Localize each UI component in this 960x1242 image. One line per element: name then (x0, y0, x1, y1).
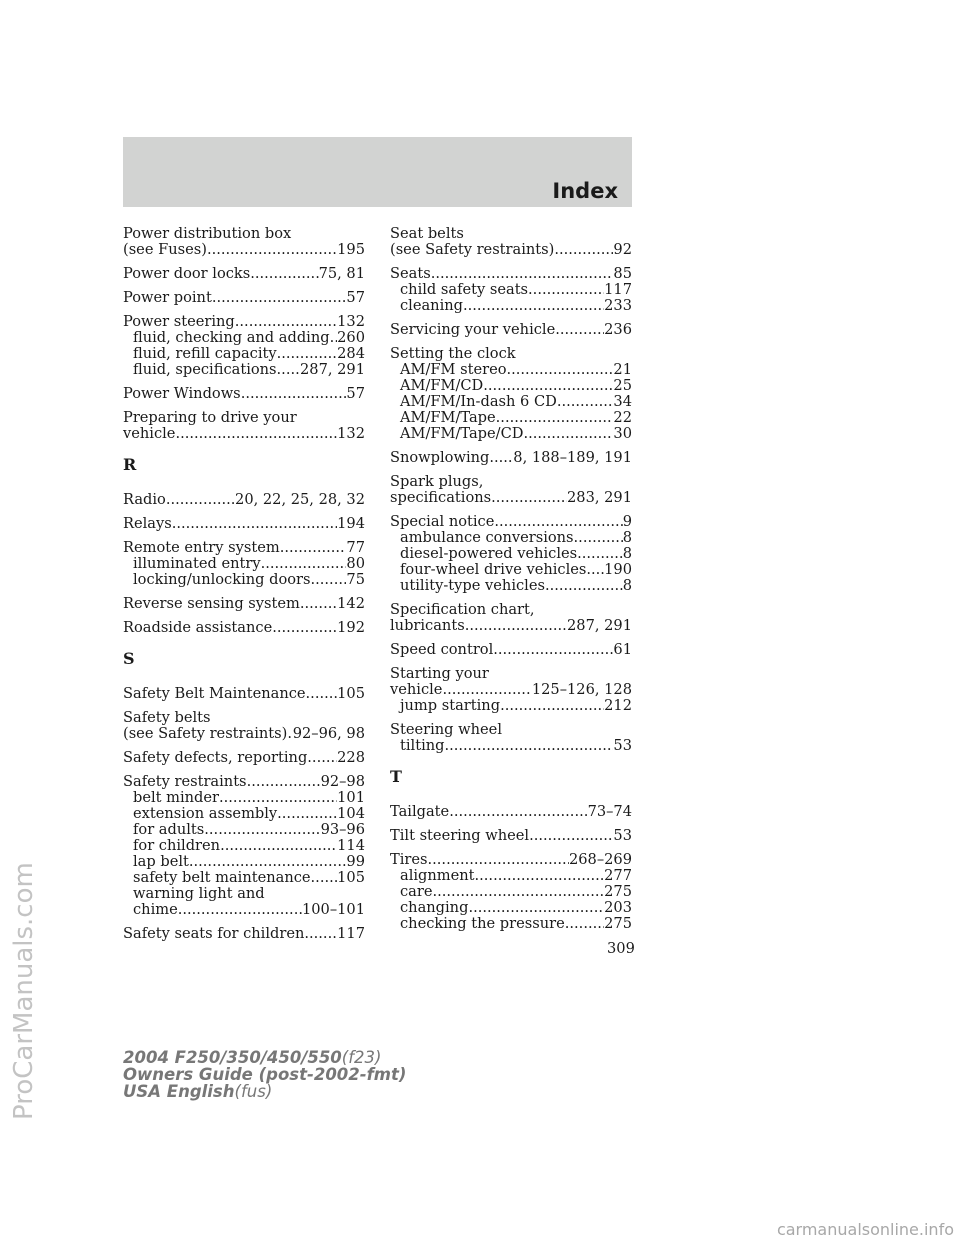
index-page-ref: 85 (613, 265, 632, 282)
dot-leader (204, 822, 320, 838)
index-page-ref: 8 (622, 545, 632, 562)
index-subentry-line (123, 822, 365, 838)
source-watermark: carmanualsonline.info (776, 1220, 954, 1239)
index-term: Specification chart, (390, 601, 535, 618)
index-entry-line (390, 514, 632, 530)
index-page-ref: 21 (613, 361, 632, 378)
index-term: Starting your (390, 665, 489, 682)
dot-leader (272, 620, 337, 636)
index-entry (390, 322, 632, 338)
index-page-ref: 275 (604, 915, 632, 932)
index-entry (123, 540, 365, 588)
dot-leader (545, 578, 623, 594)
index-term: specifications (390, 489, 492, 506)
index-entry (390, 226, 632, 258)
dot-leader (280, 540, 347, 556)
index-page-ref: 194 (337, 515, 365, 532)
index-page-ref: 195 (337, 241, 365, 258)
index-term: Spark plugs, (390, 473, 484, 490)
index-page-ref: 80 (346, 555, 365, 572)
index-entry-line (390, 474, 632, 490)
index-entry-line (123, 386, 365, 402)
index-page-ref: 236 (604, 321, 632, 338)
dot-leader (166, 492, 235, 508)
index-page-ref: 25 (613, 377, 632, 394)
index-page-ref: 100–101 (301, 901, 365, 918)
dot-leader (212, 290, 347, 306)
index-page-ref: 53 (613, 827, 632, 844)
dot-leader (247, 774, 321, 790)
footer-model-code: (f23) (341, 1048, 382, 1067)
header-band (123, 137, 632, 207)
index-term: utility-type vehicles (400, 577, 545, 594)
index-entry-line (390, 266, 632, 282)
index-page-ref: 8 (622, 529, 632, 546)
index-term: child safety seats (400, 281, 529, 298)
dot-leader (577, 546, 623, 562)
index-entry-line (123, 726, 365, 742)
index-subentry-line (123, 838, 365, 854)
page-number: 309 (607, 940, 635, 957)
index-page-ref: 75 (346, 571, 365, 588)
index-term: chime (133, 901, 178, 918)
index-entry (123, 774, 365, 918)
index-subentry-line (390, 282, 632, 298)
dot-leader (175, 426, 337, 442)
index-subentry-line (123, 854, 365, 870)
index-entry (390, 666, 632, 714)
dot-leader (219, 790, 337, 806)
dot-leader (494, 514, 622, 530)
index-term: alignment (400, 867, 475, 884)
index-entry-line (123, 686, 365, 702)
index-page-ref: 132 (337, 425, 365, 442)
index-term: illuminated entry (133, 555, 261, 572)
index-entry (123, 410, 365, 442)
index-subentry-line (123, 886, 365, 902)
index-entry-line (123, 710, 365, 726)
dot-leader (528, 282, 604, 298)
index-entry-line (123, 750, 365, 766)
index-subentry-line (123, 362, 365, 378)
index-entry (390, 722, 632, 754)
dot-leader (235, 314, 337, 330)
dot-leader (500, 698, 604, 714)
index-entry (123, 710, 365, 742)
index-entry (123, 620, 365, 636)
index-subentry-line (123, 790, 365, 806)
dot-leader (442, 682, 531, 698)
index-entry-line (123, 492, 365, 508)
dot-leader (241, 386, 347, 402)
dot-leader (557, 394, 614, 410)
index-term: Reverse sensing system (123, 595, 300, 612)
index-entry-line (123, 774, 365, 790)
index-entry-line (123, 426, 365, 442)
index-column-right (390, 226, 632, 940)
index-entry-line (390, 490, 632, 506)
dot-leader (431, 266, 614, 282)
index-entry-line (390, 804, 632, 820)
footer-language-code: (fus) (234, 1082, 273, 1101)
index-page-ref: 114 (337, 837, 365, 854)
footer-line-3 (123, 1083, 406, 1100)
index-entry-line (390, 666, 632, 682)
index-page-ref: 203 (604, 899, 632, 916)
index-page-ref: 287, 291 (567, 617, 632, 634)
index-entry-line (123, 516, 365, 532)
dot-leader (491, 490, 567, 506)
index-term: Power distribution box (123, 225, 292, 242)
index-term: vehicle (123, 425, 176, 442)
index-term: Power Windows (123, 385, 241, 402)
index-page-ref: 132 (337, 313, 365, 330)
index-entry-line (390, 852, 632, 868)
index-term: (see Fuses) (123, 241, 207, 258)
index-page-ref: 117 (604, 281, 632, 298)
index-term: Servicing your vehicle (390, 321, 556, 338)
dot-leader (311, 572, 347, 588)
index-entry (123, 266, 365, 282)
dot-leader (311, 870, 338, 886)
index-page-ref: 77 (346, 539, 365, 556)
dot-leader (565, 916, 604, 932)
dot-leader (449, 804, 587, 820)
index-term: Seat belts (390, 225, 464, 242)
index-term: fluid, specifications (133, 361, 277, 378)
index-page-ref: 275 (604, 883, 632, 900)
index-subentry-line (390, 394, 632, 410)
index-subentry-line (390, 916, 632, 932)
index-page-ref: 228 (337, 749, 365, 766)
index-column-left (123, 226, 365, 950)
index-subentry-line (390, 698, 632, 714)
index-entry-line (390, 226, 632, 242)
index-entry-line (123, 242, 365, 258)
index-page-ref: 287, 291 (300, 361, 365, 378)
index-term: fluid, checking and adding (133, 329, 330, 346)
index-subentry-line (123, 902, 365, 918)
index-entry (390, 828, 632, 844)
footer-line-1 (123, 1049, 406, 1066)
dot-leader (468, 900, 604, 916)
index-page-ref: 9 (622, 513, 632, 530)
dot-leader (300, 596, 337, 612)
index-page-ref: 283, 291 (567, 489, 632, 506)
index-page-ref: 142 (337, 595, 365, 612)
index-page-ref: 125–126, 128 (531, 681, 632, 698)
index-term: Setting the clock (390, 345, 516, 362)
index-subentry-line (123, 346, 365, 362)
footer-line-2 (123, 1066, 406, 1083)
dot-leader (304, 926, 337, 942)
index-subentry-line (390, 900, 632, 916)
index-term: Safety belts (123, 709, 211, 726)
index-term: lubricants (390, 617, 465, 634)
index-term: Tailgate (390, 803, 450, 820)
index-term: fluid, refill capacity (133, 345, 277, 362)
dot-leader (250, 266, 318, 282)
dot-leader (220, 838, 337, 854)
index-entry (390, 852, 632, 932)
index-term: AM/FM/In-dash 6 CD (400, 393, 557, 410)
index-entry (390, 514, 632, 594)
dot-leader (586, 562, 604, 578)
index-entry-line (123, 540, 365, 556)
index-subentry-line (390, 530, 632, 546)
index-page-ref: 284 (337, 345, 365, 362)
index-term: four-wheel drive vehicles (400, 561, 587, 578)
index-page-ref: 192 (337, 619, 365, 636)
index-term: lap belt (133, 853, 189, 870)
index-entry (390, 474, 632, 506)
index-term: Tilt steering wheel (390, 827, 530, 844)
index-entry-line (390, 682, 632, 698)
index-term: Speed control (390, 641, 494, 658)
index-subentry-line (123, 572, 365, 588)
index-term: Snowplowing (390, 449, 490, 466)
index-subentry-line (390, 426, 632, 442)
dot-leader (507, 362, 614, 378)
index-subentry-line (123, 330, 365, 346)
index-entry (123, 314, 365, 378)
index-letter-heading: T (390, 767, 402, 786)
index-term: safety belt maintenance (133, 869, 311, 886)
index-entry (390, 602, 632, 634)
dot-leader (207, 242, 337, 258)
index-entry (390, 346, 632, 442)
dot-leader (523, 426, 613, 442)
index-entry-line (390, 322, 632, 338)
index-term: AM/FM/Tape/CD (400, 425, 524, 442)
index-term: Power point (123, 289, 212, 306)
index-page-ref: 99 (346, 853, 365, 870)
index-page-ref: 73–74 (587, 803, 632, 820)
index-term: locking/unlocking doors (133, 571, 311, 588)
index-entry-line (123, 226, 365, 242)
index-entry-line (390, 346, 632, 362)
index-term: Safety restraints (123, 773, 247, 790)
footer-language: USA English (123, 1082, 235, 1101)
dot-leader (529, 828, 613, 844)
index-term: (see Safety restraints) (390, 241, 555, 258)
index-entry (123, 290, 365, 306)
index-term: extension assembly (133, 805, 278, 822)
index-page-ref: 268–269 (568, 851, 632, 868)
index-subentry-line (123, 870, 365, 886)
index-term: Radio (123, 491, 166, 508)
footer (123, 1049, 406, 1100)
index-term: Special notice (390, 513, 495, 530)
index-entry (123, 386, 365, 402)
index-term: Steering wheel (390, 721, 502, 738)
index-term: AM/FM/CD (400, 377, 484, 394)
index-term: Roadside assistance (123, 619, 273, 636)
index-term: AM/FM/Tape (400, 409, 496, 426)
index-term: checking the pressure (400, 915, 565, 932)
index-term: belt minder (133, 789, 220, 806)
index-entry-line (390, 828, 632, 844)
index-subentry-line (123, 806, 365, 822)
dot-leader (307, 750, 337, 766)
index-term: Preparing to drive your (123, 409, 297, 426)
index-page-ref: 75, 81 (318, 265, 365, 282)
dot-leader (555, 322, 604, 338)
section-title: Index (552, 179, 618, 203)
index-term: Power steering (123, 313, 235, 330)
dot-leader (172, 516, 337, 532)
index-page-ref: 92 (613, 241, 632, 258)
index-page-ref: 92–96, 98 (292, 725, 365, 742)
index-term: vehicle (390, 681, 443, 698)
index-entry (123, 226, 365, 258)
index-page-ref: 20, 22, 25, 28, 32 (235, 491, 365, 508)
index-entry (123, 686, 365, 702)
index-page-ref: 105 (337, 685, 365, 702)
index-entry-line (123, 926, 365, 942)
dot-leader (483, 378, 613, 394)
index-entry (123, 926, 365, 942)
index-page-ref: 34 (613, 393, 632, 410)
index-term: warning light and (133, 885, 265, 902)
index-term: care (400, 883, 433, 900)
index-page-ref: 30 (613, 425, 632, 442)
index-page-ref: 277 (604, 867, 632, 884)
index-subentry-line (390, 362, 632, 378)
dot-leader (178, 902, 302, 918)
index-entry-line (123, 290, 365, 306)
dot-leader (493, 642, 613, 658)
dot-leader (574, 530, 623, 546)
index-subentry-line (390, 546, 632, 562)
index-entry (123, 516, 365, 532)
index-entry (123, 596, 365, 612)
dot-leader (189, 854, 347, 870)
index-page-ref: 117 (337, 925, 365, 942)
index-entry (390, 642, 632, 658)
index-entry-line (390, 602, 632, 618)
watermark-text: ProCarManuals.com (9, 862, 39, 1120)
dot-leader (496, 410, 614, 426)
dot-leader (444, 738, 613, 754)
index-term: diesel-powered vehicles (400, 545, 578, 562)
index-subentry-line (123, 556, 365, 572)
index-term: Safety seats for children (123, 925, 305, 942)
index-term: for adults (133, 821, 205, 838)
index-page-ref: 101 (337, 789, 365, 806)
index-term: Safety Belt Maintenance (123, 685, 306, 702)
index-term: ambulance conversions (400, 529, 574, 546)
index-term: jump starting (400, 697, 501, 714)
index-term: AM/FM stereo (400, 361, 507, 378)
index-page-ref: 212 (604, 697, 632, 714)
index-entry-line (390, 618, 632, 634)
dot-leader (277, 346, 338, 362)
dot-leader (261, 556, 347, 572)
index-subentry-line (390, 578, 632, 594)
index-page-ref: 57 (346, 385, 365, 402)
index-page-ref: 105 (337, 869, 365, 886)
index-term: changing (400, 899, 469, 916)
index-subentry-line (390, 378, 632, 394)
index-page-ref: 104 (337, 805, 365, 822)
footer-model: 2004 F250/350/450/550 (123, 1048, 342, 1067)
index-term: Power door locks (123, 265, 251, 282)
dot-leader (489, 450, 513, 466)
index-entry-line (123, 410, 365, 426)
index-page-ref: 190 (604, 561, 632, 578)
index-subentry-line (390, 884, 632, 900)
index-letter-heading: R (123, 455, 137, 474)
index-subentry-line (390, 562, 632, 578)
index-term: for children (133, 837, 221, 854)
index-entry (390, 266, 632, 314)
dot-leader (428, 852, 569, 868)
dot-leader (277, 362, 300, 378)
index-term: tilting (400, 737, 445, 754)
index-subentry-line (390, 298, 632, 314)
dot-leader (475, 868, 605, 884)
index-entry-line (123, 314, 365, 330)
index-entry-line (123, 266, 365, 282)
dot-leader (306, 686, 338, 702)
index-entry (123, 750, 365, 766)
index-entry (123, 492, 365, 508)
index-page-ref: 8, 188–189, 191 (513, 449, 632, 466)
index-entry (390, 804, 632, 820)
index-entry-line (123, 620, 365, 636)
index-term: (see Safety restraints) (123, 725, 288, 742)
index-term: Remote entry system (123, 539, 280, 556)
index-entry-line (390, 242, 632, 258)
dot-leader (277, 806, 337, 822)
index-page-ref: 57 (346, 289, 365, 306)
index-entry (390, 450, 632, 466)
dot-leader (554, 242, 613, 258)
index-page-ref: 260 (337, 329, 365, 346)
dot-leader (463, 298, 604, 314)
index-term: cleaning (400, 297, 463, 314)
index-entry-line (123, 596, 365, 612)
index-subentry-line (390, 410, 632, 426)
index-term: Relays (123, 515, 172, 532)
footer-guide: Owners Guide (post-2002-fmt) (123, 1065, 407, 1084)
index-subentry-line (390, 868, 632, 884)
index-letter-heading: S (123, 649, 135, 668)
index-page-ref: 233 (604, 297, 632, 314)
index-entry-line (390, 642, 632, 658)
index-term: Seats (390, 265, 431, 282)
dot-leader (465, 618, 567, 634)
index-entry-line (390, 450, 632, 466)
index-page-ref: 61 (613, 641, 632, 658)
dot-leader (330, 330, 338, 346)
index-subentry-line (390, 738, 632, 754)
index-page-ref: 92–98 (320, 773, 365, 790)
index-page-ref: 93–96 (320, 821, 365, 838)
index-entry-line (390, 722, 632, 738)
index-page-ref: 53 (613, 737, 632, 754)
index-term: Safety defects, reporting (123, 749, 308, 766)
dot-leader (433, 884, 605, 900)
index-term: Tires (390, 851, 428, 868)
index-page-ref: 22 (613, 409, 632, 426)
index-page-ref: 8 (622, 577, 632, 594)
